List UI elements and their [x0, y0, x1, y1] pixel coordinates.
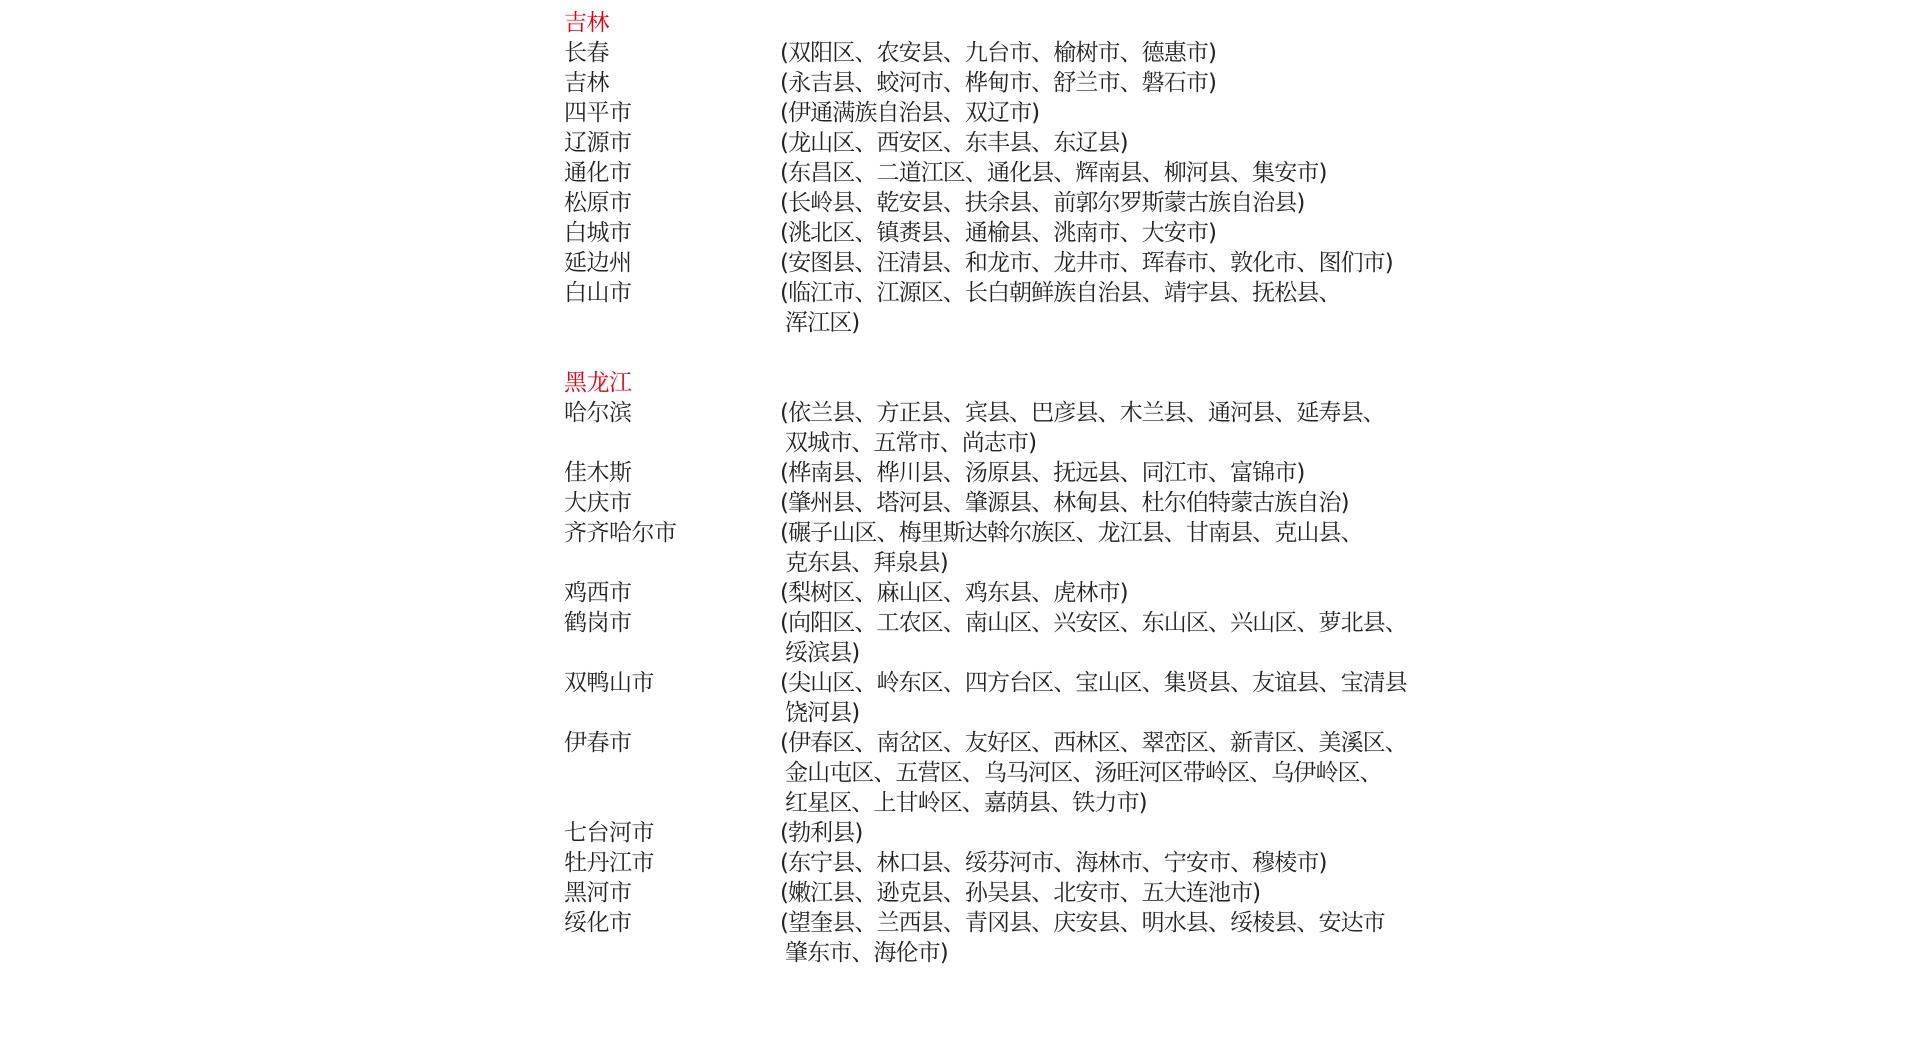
- city-row: [564, 908, 1384, 968]
- county-list: [780, 218, 1384, 248]
- city-row: [564, 158, 1384, 188]
- county-list-line: (向阳区、工农区、南山区、兴安区、东山区、兴山区、萝北县、: [780, 610, 1407, 636]
- county-list-line: (安图县、汪清县、和龙市、龙井市、珲春市、敦化市、图们市): [780, 250, 1393, 276]
- county-list: [780, 668, 1407, 728]
- city-row: [564, 128, 1384, 158]
- city-row: [564, 188, 1384, 218]
- county-list-line: (永吉县、蛟河市、桦甸市、舒兰市、磐石市): [780, 70, 1217, 96]
- city-name: 齐齐哈尔市: [564, 520, 677, 546]
- county-list-line: 金山屯区、五营区、乌马河区、汤旺河区带岭区、乌伊岭区、: [785, 760, 1382, 786]
- county-list: [780, 488, 1384, 518]
- city-row: [564, 608, 1407, 668]
- county-list-line: 红星区、上甘岭区、嘉荫县、铁力市): [785, 790, 1147, 816]
- county-list: [780, 848, 1384, 878]
- county-list: [780, 608, 1407, 668]
- county-list-line: (东昌区、二道江区、通化县、辉南县、柳河县、集安市): [780, 160, 1327, 186]
- city-name: 哈尔滨: [564, 400, 632, 426]
- county-list: [780, 68, 1384, 98]
- province-section: [564, 368, 1407, 968]
- county-list-line: (勃利县): [780, 820, 863, 846]
- county-list-line: (双阳区、农安县、九台市、榆树市、德惠市): [780, 40, 1217, 66]
- county-list: [780, 98, 1384, 128]
- province-title: 黑龙江: [564, 370, 632, 396]
- province-title: 吉林: [564, 10, 609, 36]
- city-row: [564, 248, 1393, 278]
- county-list-line: 绥滨县): [785, 640, 860, 666]
- city-name: 四平市: [564, 100, 632, 126]
- county-list: [780, 458, 1384, 488]
- city-row: [564, 218, 1384, 248]
- city-name: 鸡西市: [564, 580, 632, 606]
- city-row: [564, 488, 1384, 518]
- county-list-line: (尖山区、岭东区、四方台区、宝山区、集贤县、友谊县、宝清县: [780, 670, 1407, 696]
- city-name: 长春: [564, 40, 609, 66]
- county-list: [780, 188, 1384, 218]
- county-list: [780, 728, 1407, 818]
- city-name: 吉林: [564, 70, 609, 96]
- city-name: 白城市: [564, 220, 632, 246]
- county-list: [780, 128, 1384, 158]
- city-name: 绥化市: [564, 910, 632, 936]
- city-name: 七台河市: [564, 820, 654, 846]
- city-name: 黑河市: [564, 880, 632, 906]
- county-list-line: (伊通满族自治县、双辽市): [780, 100, 1040, 126]
- province-city-list: [564, 8, 1407, 968]
- city-row: [564, 728, 1407, 818]
- city-name: 双鸭山市: [564, 670, 654, 696]
- city-name: 辽源市: [564, 130, 632, 156]
- city-row: [564, 98, 1384, 128]
- city-row: [564, 398, 1384, 458]
- county-list-line: (临江市、江源区、长白朝鲜族自治县、靖宇县、抚松县、: [780, 280, 1341, 306]
- county-list: [780, 518, 1384, 578]
- city-row: [564, 518, 1384, 578]
- city-row: [564, 668, 1407, 728]
- county-list-line: 肇东市、海伦市): [785, 940, 948, 966]
- county-list: [780, 818, 1384, 848]
- city-name: 延边州: [564, 250, 632, 276]
- city-name: 白山市: [564, 280, 632, 306]
- county-list-line: (梨树区、麻山区、鸡东县、虎林市): [780, 580, 1128, 606]
- county-list-line: 克东县、拜泉县): [785, 550, 948, 576]
- city-name: 佳木斯: [564, 460, 632, 486]
- city-name: 伊春市: [564, 730, 632, 756]
- county-list-line: (洮北区、镇赉县、通榆县、洮南市、大安市): [780, 220, 1217, 246]
- county-list-line: (肇州县、塔河县、肇源县、林甸县、杜尔伯特蒙古族自治): [780, 490, 1349, 516]
- county-list: [780, 578, 1384, 608]
- city-row: [564, 848, 1384, 878]
- city-name: 大庆市: [564, 490, 632, 516]
- city-row: [564, 38, 1384, 68]
- city-name: 牡丹江市: [564, 850, 654, 876]
- county-list-line: 饶河县): [785, 700, 860, 726]
- county-list-line: 双城市、五常市、尚志市): [785, 430, 1037, 456]
- county-list: [780, 38, 1384, 68]
- city-row: [564, 68, 1384, 98]
- city-name: 松原市: [564, 190, 632, 216]
- province-section: [564, 8, 1393, 338]
- county-list-line: (龙山区、西安区、东丰县、东辽县): [780, 130, 1128, 156]
- city-name: 通化市: [564, 160, 632, 186]
- county-list: [780, 878, 1384, 908]
- county-list: [780, 278, 1384, 338]
- county-list-line: (伊春区、南岔区、友好区、西林区、翠峦区、新青区、美溪区、: [780, 730, 1407, 756]
- county-list-line: (桦南县、桦川县、汤原县、抚远县、同江市、富锦市): [780, 460, 1305, 486]
- county-list-line: (长岭县、乾安县、扶余县、前郭尔罗斯蒙古族自治县): [780, 190, 1305, 216]
- county-list-line: (望奎县、兰西县、青冈县、庆安县、明水县、绥棱县、安达市: [780, 910, 1385, 936]
- county-list-line: (嫩江县、逊克县、孙吴县、北安市、五大连池市): [780, 880, 1261, 906]
- county-list: [780, 248, 1393, 278]
- county-list-line: 浑江区): [785, 310, 860, 336]
- city-row: [564, 878, 1384, 908]
- city-name: 鹤岗市: [564, 610, 632, 636]
- county-list: [780, 398, 1385, 458]
- city-row: [564, 278, 1384, 338]
- city-row: [564, 578, 1384, 608]
- county-list: [780, 158, 1384, 188]
- city-row: [564, 458, 1384, 488]
- city-row: [564, 818, 1384, 848]
- county-list-line: (东宁县、林口县、绥芬河市、海林市、宁安市、穆棱市): [780, 850, 1327, 876]
- county-list-line: (依兰县、方正县、宾县、巴彦县、木兰县、通河县、延寿县、: [780, 400, 1385, 426]
- county-list: [780, 908, 1385, 968]
- county-list-line: (碾子山区、梅里斯达斡尔族区、龙江县、甘南县、克山县、: [780, 520, 1363, 546]
